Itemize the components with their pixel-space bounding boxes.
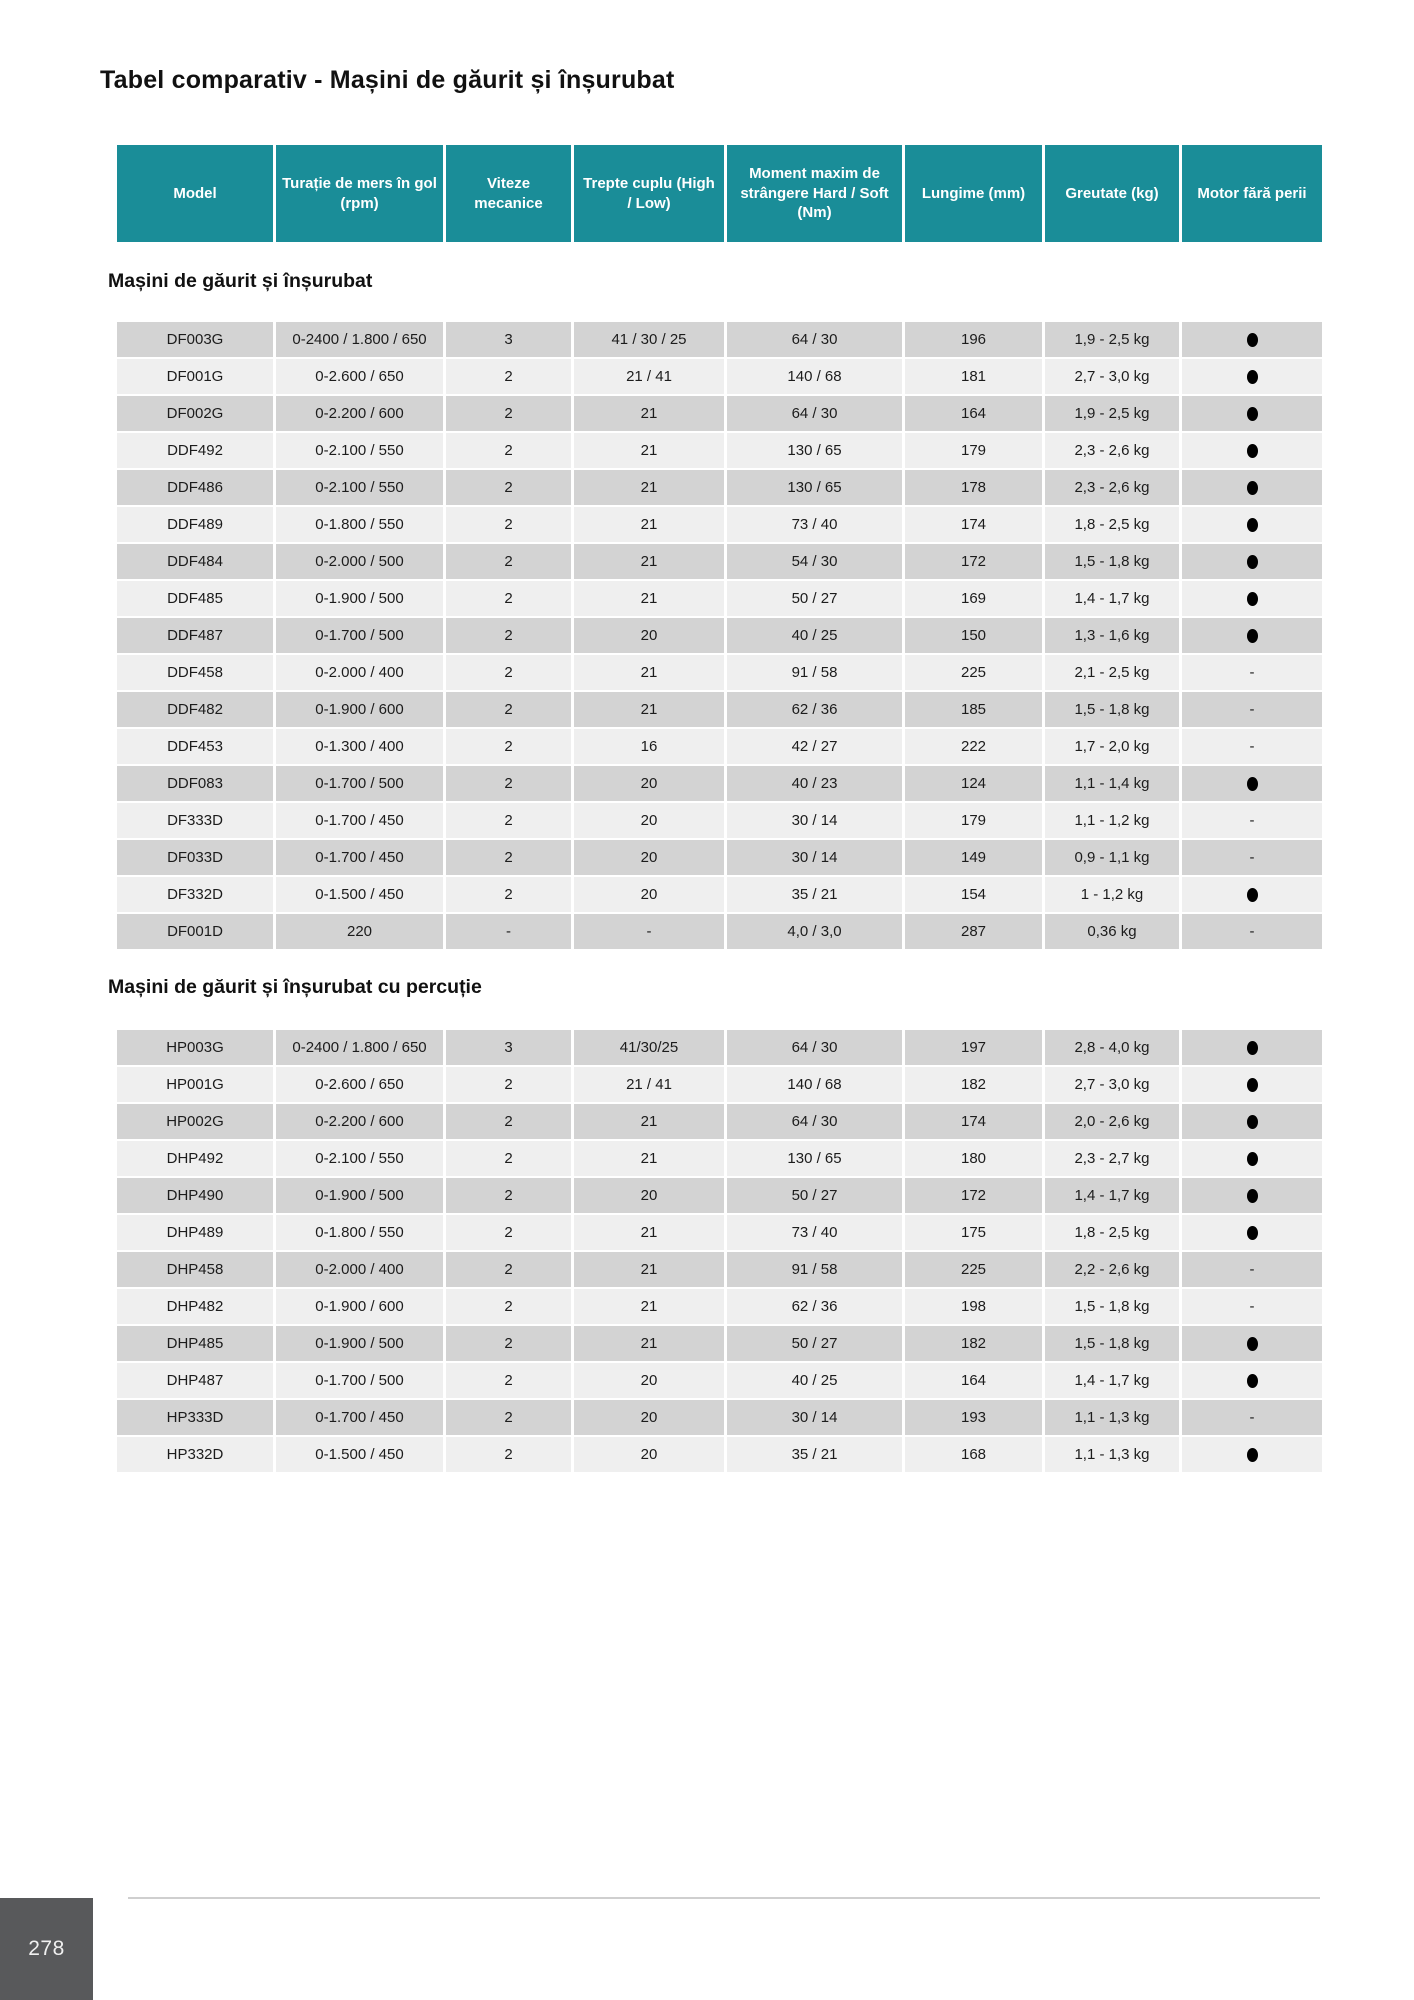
table-cell: 0-1.900 / 600 (276, 1289, 443, 1324)
table-cell: 91 / 58 (727, 1252, 902, 1287)
brushless-dot-icon (1247, 1189, 1258, 1203)
brushless-cell: - (1182, 914, 1322, 949)
table-cell: 20 (574, 877, 724, 912)
brushless-cell (1182, 1067, 1322, 1102)
table-cell: 1,5 - 1,8 kg (1045, 1289, 1179, 1324)
table-row (117, 507, 1322, 542)
table-cell: DHP485 (117, 1326, 273, 1361)
table-cell: 42 / 27 (727, 729, 902, 764)
table-cell: 41 / 30 / 25 (574, 322, 724, 357)
table-cell: 164 (905, 1363, 1042, 1398)
brushless-dot-icon (1247, 481, 1258, 495)
table-cell: 172 (905, 544, 1042, 579)
brushless-cell (1182, 581, 1322, 616)
brushless-cell (1182, 1437, 1322, 1472)
table-cell: 172 (905, 1178, 1042, 1213)
table-cell: 2 (446, 766, 571, 801)
table-cell: 1,4 - 1,7 kg (1045, 1178, 1179, 1213)
table-cell: 2 (446, 359, 571, 394)
table-cell: DDF489 (117, 507, 273, 542)
table-cell: DDF083 (117, 766, 273, 801)
table-cell: DDF492 (117, 433, 273, 468)
brushless-dot-icon (1247, 555, 1258, 569)
table-cell: 2,3 - 2,7 kg (1045, 1141, 1179, 1176)
table-cell: 0-1.900 / 500 (276, 1326, 443, 1361)
brushless-cell: - (1182, 1289, 1322, 1324)
table-cell: 3 (446, 322, 571, 357)
table-cell: 0-2.600 / 650 (276, 1067, 443, 1102)
table-cell: 21 (574, 1141, 724, 1176)
brushless-dot-icon (1247, 333, 1258, 347)
table-cell: 0-1.700 / 500 (276, 618, 443, 653)
table-cell: 2 (446, 840, 571, 875)
table-cell: DF002G (117, 396, 273, 431)
table-row (117, 1104, 1322, 1139)
table-row (117, 1252, 1322, 1287)
table-cell: 1,8 - 2,5 kg (1045, 507, 1179, 542)
table-cell: 0-2.000 / 500 (276, 544, 443, 579)
table-cell: 2 (446, 1215, 571, 1250)
table-cell: 1,9 - 2,5 kg (1045, 322, 1179, 357)
table-cell: 2,2 - 2,6 kg (1045, 1252, 1179, 1287)
table-cell: 182 (905, 1326, 1042, 1361)
brushless-cell (1182, 766, 1322, 801)
brushless-cell (1182, 507, 1322, 542)
table-cell: 2 (446, 1326, 571, 1361)
column-header-rpm: Turație de mers în gol (rpm) (276, 145, 443, 242)
table-cell: 1,3 - 1,6 kg (1045, 618, 1179, 653)
table-cell: DF001D (117, 914, 273, 949)
table-cell: 2,3 - 2,6 kg (1045, 433, 1179, 468)
brushless-cell (1182, 470, 1322, 505)
brushless-cell (1182, 1104, 1322, 1139)
table-cell: HP332D (117, 1437, 273, 1472)
table-cell: DHP482 (117, 1289, 273, 1324)
brushless-cell (1182, 544, 1322, 579)
table-cell: 168 (905, 1437, 1042, 1472)
table-cell: DDF482 (117, 692, 273, 727)
table-row (117, 581, 1322, 616)
table-cell: 0-1.900 / 500 (276, 1178, 443, 1213)
table-cell: 0-1.900 / 600 (276, 692, 443, 727)
table-cell: 0-1.700 / 450 (276, 803, 443, 838)
table-cell: 21 (574, 396, 724, 431)
table-cell: 4,0 / 3,0 (727, 914, 902, 949)
table-cell: 1,4 - 1,7 kg (1045, 581, 1179, 616)
brushless-dot-icon (1247, 444, 1258, 458)
table-cell: 1,8 - 2,5 kg (1045, 1215, 1179, 1250)
table-cell: 175 (905, 1215, 1042, 1250)
table-cell: 2 (446, 1289, 571, 1324)
page-number: 278 (28, 1937, 65, 1960)
table-cell: 2 (446, 655, 571, 690)
table-row (117, 1178, 1322, 1213)
table-cell: 20 (574, 766, 724, 801)
table-cell: 0-2.200 / 600 (276, 1104, 443, 1139)
table-cell: 130 / 65 (727, 470, 902, 505)
table-cell: DF001G (117, 359, 273, 394)
table-cell: - (574, 914, 724, 949)
brushless-dot-icon (1247, 1374, 1258, 1388)
table-header-row (117, 145, 1322, 242)
table-cell: DHP489 (117, 1215, 273, 1250)
table-cell: 0-2.000 / 400 (276, 1252, 443, 1287)
brushless-cell (1182, 433, 1322, 468)
table-cell: 2 (446, 729, 571, 764)
table-cell: 179 (905, 433, 1042, 468)
table-cell: 2 (446, 396, 571, 431)
section-title-drill-drivers: Mașini de găurit și înșurubat (108, 270, 373, 292)
table-cell: 73 / 40 (727, 507, 902, 542)
table-row (117, 803, 1322, 838)
table-cell: 0-1.700 / 500 (276, 1363, 443, 1398)
table-cell: 21 (574, 544, 724, 579)
table-cell: 220 (276, 914, 443, 949)
table-cell: DDF484 (117, 544, 273, 579)
table-cell: DHP490 (117, 1178, 273, 1213)
column-header-max-torque: Moment maxim de strângere Hard / Soft (Nm) (727, 145, 902, 242)
table-cell: 1,1 - 1,2 kg (1045, 803, 1179, 838)
column-header-model: Model (117, 145, 273, 242)
table-cell: 0-1.700 / 500 (276, 766, 443, 801)
table-row (117, 692, 1322, 727)
table-cell: 222 (905, 729, 1042, 764)
table-cell: 21 (574, 581, 724, 616)
table-cell: 2,8 - 4,0 kg (1045, 1030, 1179, 1065)
table-cell: 193 (905, 1400, 1042, 1435)
table-cell: 50 / 27 (727, 1326, 902, 1361)
table-cell: 21 (574, 433, 724, 468)
table-cell: 0-2.100 / 550 (276, 470, 443, 505)
table-cell: 164 (905, 396, 1042, 431)
table-row (117, 433, 1322, 468)
table-cell: 2 (446, 1252, 571, 1287)
table-cell: HP333D (117, 1400, 273, 1435)
table-row (117, 618, 1322, 653)
brushless-dot-icon (1247, 629, 1258, 643)
table-cell: 41/30/25 (574, 1030, 724, 1065)
table-cell: 2,3 - 2,6 kg (1045, 470, 1179, 505)
table-cell: 21 (574, 655, 724, 690)
table-cell: 1,9 - 2,5 kg (1045, 396, 1179, 431)
brushless-cell (1182, 396, 1322, 431)
table-cell: 30 / 14 (727, 803, 902, 838)
table-cell: 2 (446, 1104, 571, 1139)
table-cell: 0,9 - 1,1 kg (1045, 840, 1179, 875)
table-cell: 179 (905, 803, 1042, 838)
table-cell: 64 / 30 (727, 1030, 902, 1065)
table-cell: DHP458 (117, 1252, 273, 1287)
footer-divider-line (128, 1897, 1320, 1899)
table-cell: DF332D (117, 877, 273, 912)
table-cell: 2 (446, 581, 571, 616)
table-cell: 35 / 21 (727, 1437, 902, 1472)
table-cell: 20 (574, 1400, 724, 1435)
table-cell: 2 (446, 803, 571, 838)
table-cell: 124 (905, 766, 1042, 801)
table-cell: 0-1.900 / 500 (276, 581, 443, 616)
table-cell: 20 (574, 1437, 724, 1472)
table-cell: 0-2.100 / 550 (276, 1141, 443, 1176)
table-cell: 62 / 36 (727, 1289, 902, 1324)
table-cell: 2 (446, 1400, 571, 1435)
table-cell: 150 (905, 618, 1042, 653)
table-row (117, 1067, 1322, 1102)
table-cell: 21 (574, 470, 724, 505)
brushless-cell: - (1182, 1252, 1322, 1287)
table-cell: 197 (905, 1030, 1042, 1065)
brushless-dot-icon (1247, 1337, 1258, 1351)
brushless-cell: - (1182, 692, 1322, 727)
table-cell: 64 / 30 (727, 1104, 902, 1139)
table-cell: 50 / 27 (727, 1178, 902, 1213)
table-cell: 21 (574, 692, 724, 727)
table-cell: 40 / 25 (727, 618, 902, 653)
table-cell: DDF487 (117, 618, 273, 653)
table-cell: 2 (446, 507, 571, 542)
table-cell: 2 (446, 692, 571, 727)
table-cell: 64 / 30 (727, 322, 902, 357)
table-cell: 2 (446, 1141, 571, 1176)
table-row (117, 766, 1322, 801)
table-cell: DDF458 (117, 655, 273, 690)
table-cell: 0-1.700 / 450 (276, 840, 443, 875)
table-cell: 225 (905, 655, 1042, 690)
brushless-cell (1182, 1363, 1322, 1398)
table-cell: 21 (574, 1326, 724, 1361)
table-cell: 20 (574, 1178, 724, 1213)
table-cell: 2,1 - 2,5 kg (1045, 655, 1179, 690)
brushless-cell (1182, 1030, 1322, 1065)
table-cell: 1,4 - 1,7 kg (1045, 1363, 1179, 1398)
column-header-brushless: Motor fără perii (1182, 145, 1322, 242)
table-row (117, 1363, 1322, 1398)
table-row (117, 322, 1322, 357)
table-cell: 30 / 14 (727, 840, 902, 875)
table-row (117, 1437, 1322, 1472)
brushless-dot-icon (1247, 777, 1258, 791)
table-cell: DDF453 (117, 729, 273, 764)
table-cell: 0-2400 / 1.800 / 650 (276, 322, 443, 357)
table-body-drill-drivers (117, 322, 1322, 951)
table-cell: 20 (574, 840, 724, 875)
table-row (117, 729, 1322, 764)
table-cell: 0,36 kg (1045, 914, 1179, 949)
table-cell: 0-2400 / 1.800 / 650 (276, 1030, 443, 1065)
column-header-speeds: Viteze mecanice (446, 145, 571, 242)
table-cell: 0-1.800 / 550 (276, 507, 443, 542)
table-cell: 2 (446, 1178, 571, 1213)
table-cell: 174 (905, 1104, 1042, 1139)
table-cell: 2 (446, 433, 571, 468)
table-cell: DHP487 (117, 1363, 273, 1398)
brushless-dot-icon (1247, 1226, 1258, 1240)
brushless-cell (1182, 322, 1322, 357)
table-cell: 21 (574, 1289, 724, 1324)
table-cell: DF333D (117, 803, 273, 838)
table-cell: 185 (905, 692, 1042, 727)
brushless-dot-icon (1247, 1448, 1258, 1462)
table-cell: DHP492 (117, 1141, 273, 1176)
table-cell: 62 / 36 (727, 692, 902, 727)
brushless-cell (1182, 1326, 1322, 1361)
table-cell: 130 / 65 (727, 433, 902, 468)
table-cell: 0-1.500 / 450 (276, 877, 443, 912)
table-cell: DDF485 (117, 581, 273, 616)
table-cell: 2 (446, 1363, 571, 1398)
table-cell: 21 (574, 1104, 724, 1139)
table-cell: 225 (905, 1252, 1042, 1287)
table-row (117, 470, 1322, 505)
table-cell: 2 (446, 877, 571, 912)
brushless-cell (1182, 1178, 1322, 1213)
table-cell: 30 / 14 (727, 1400, 902, 1435)
table-cell: 40 / 25 (727, 1363, 902, 1398)
table-cell: 198 (905, 1289, 1042, 1324)
table-cell: 0-1.700 / 450 (276, 1400, 443, 1435)
page-title: Tabel comparativ - Mașini de găurit și înșurubat (100, 66, 675, 94)
table-cell: 149 (905, 840, 1042, 875)
brushless-dot-icon (1247, 1115, 1258, 1129)
table-cell: 0-1.800 / 550 (276, 1215, 443, 1250)
brushless-cell: - (1182, 803, 1322, 838)
table-cell: 154 (905, 877, 1042, 912)
table-cell: DDF486 (117, 470, 273, 505)
brushless-cell: - (1182, 655, 1322, 690)
table-cell: 16 (574, 729, 724, 764)
table-cell: 287 (905, 914, 1042, 949)
table-cell: 0-2.100 / 550 (276, 433, 443, 468)
table-cell: 140 / 68 (727, 1067, 902, 1102)
column-header-weight: Greutate (kg) (1045, 145, 1179, 242)
table-cell: 1,7 - 2,0 kg (1045, 729, 1179, 764)
table-cell: DF033D (117, 840, 273, 875)
table-cell: 0-2.600 / 650 (276, 359, 443, 394)
table-cell: 2 (446, 1067, 571, 1102)
table-cell: 21 (574, 1215, 724, 1250)
table-cell: 182 (905, 1067, 1042, 1102)
table-row (117, 1215, 1322, 1250)
table-row (117, 840, 1322, 875)
table-row (117, 359, 1322, 394)
table-cell: 91 / 58 (727, 655, 902, 690)
table-cell: 1,1 - 1,3 kg (1045, 1400, 1179, 1435)
brushless-cell (1182, 877, 1322, 912)
table-cell: 2,7 - 3,0 kg (1045, 359, 1179, 394)
table-cell: 1 - 1,2 kg (1045, 877, 1179, 912)
table-cell: 0-1.500 / 450 (276, 1437, 443, 1472)
table-row (117, 544, 1322, 579)
table-row (117, 1141, 1322, 1176)
table-cell: 180 (905, 1141, 1042, 1176)
table-cell: 1,5 - 1,8 kg (1045, 1326, 1179, 1361)
table-cell: 1,1 - 1,4 kg (1045, 766, 1179, 801)
brushless-dot-icon (1247, 1078, 1258, 1092)
table-cell: 1,5 - 1,8 kg (1045, 544, 1179, 579)
brushless-cell: - (1182, 1400, 1322, 1435)
table-cell: 1,5 - 1,8 kg (1045, 692, 1179, 727)
brushless-cell (1182, 1215, 1322, 1250)
table-cell: 21 (574, 507, 724, 542)
column-header-torque-steps: Trepte cuplu (High / Low) (574, 145, 724, 242)
table-cell: 64 / 30 (727, 396, 902, 431)
brushless-cell (1182, 359, 1322, 394)
table-cell: 181 (905, 359, 1042, 394)
table-cell: 20 (574, 803, 724, 838)
table-cell: 130 / 65 (727, 1141, 902, 1176)
table-cell: 2 (446, 1437, 571, 1472)
table-cell: 21 / 41 (574, 359, 724, 394)
table-row (117, 1400, 1322, 1435)
table-cell: 178 (905, 470, 1042, 505)
table-cell: 2,7 - 3,0 kg (1045, 1067, 1179, 1102)
table-cell: 3 (446, 1030, 571, 1065)
table-body-percussion-drill-drivers (117, 1030, 1322, 1474)
table-cell: 73 / 40 (727, 1215, 902, 1250)
brushless-dot-icon (1247, 518, 1258, 532)
table-cell: 50 / 27 (727, 581, 902, 616)
table-row (117, 1289, 1322, 1324)
table-cell: 20 (574, 618, 724, 653)
table-cell: HP002G (117, 1104, 273, 1139)
section-title-percussion-drill-drivers: Mașini de găurit și înșurubat cu percuție (108, 976, 482, 998)
table-cell: 174 (905, 507, 1042, 542)
table-cell: 35 / 21 (727, 877, 902, 912)
table-cell: 140 / 68 (727, 359, 902, 394)
table-cell: - (446, 914, 571, 949)
table-cell: 2,0 - 2,6 kg (1045, 1104, 1179, 1139)
table-cell: 1,1 - 1,3 kg (1045, 1437, 1179, 1472)
column-header-length: Lungime (mm) (905, 145, 1042, 242)
table-cell: 169 (905, 581, 1042, 616)
table-cell: 2 (446, 618, 571, 653)
table-row (117, 396, 1322, 431)
table-cell: HP003G (117, 1030, 273, 1065)
table-cell: 2 (446, 544, 571, 579)
table-cell: 0-2.000 / 400 (276, 655, 443, 690)
table-cell: 0-2.200 / 600 (276, 396, 443, 431)
table-cell: 21 / 41 (574, 1067, 724, 1102)
table-cell: 196 (905, 322, 1042, 357)
brushless-cell (1182, 618, 1322, 653)
table-cell: 20 (574, 1363, 724, 1398)
brushless-dot-icon (1247, 592, 1258, 606)
table-cell: 2 (446, 470, 571, 505)
brushless-dot-icon (1247, 370, 1258, 384)
table-cell: 0-1.300 / 400 (276, 729, 443, 764)
brushless-dot-icon (1247, 1152, 1258, 1166)
table-row (117, 1030, 1322, 1065)
table-row (117, 1326, 1322, 1361)
table-row (117, 877, 1322, 912)
table-cell: 21 (574, 1252, 724, 1287)
table-cell: 40 / 23 (727, 766, 902, 801)
table-row (117, 914, 1322, 949)
brushless-dot-icon (1247, 1041, 1258, 1055)
brushless-cell: - (1182, 729, 1322, 764)
brushless-dot-icon (1247, 888, 1258, 902)
brushless-dot-icon (1247, 407, 1258, 421)
page-number-box (0, 1898, 93, 2000)
table-cell: DF003G (117, 322, 273, 357)
brushless-cell: - (1182, 840, 1322, 875)
table-row (117, 655, 1322, 690)
brushless-cell (1182, 1141, 1322, 1176)
table-cell: 54 / 30 (727, 544, 902, 579)
table-cell: HP001G (117, 1067, 273, 1102)
